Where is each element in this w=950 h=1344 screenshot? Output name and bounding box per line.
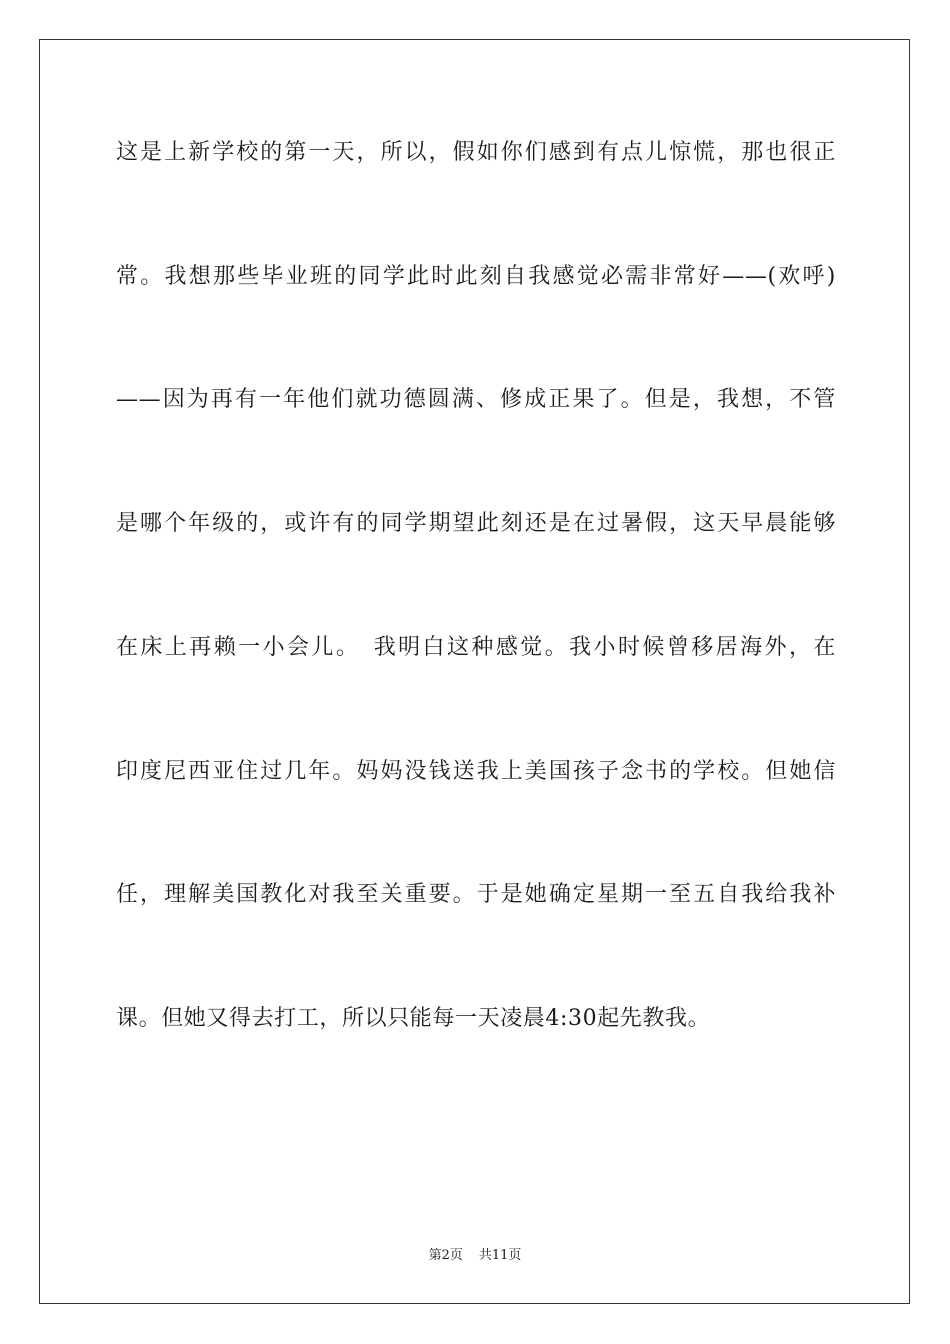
text-line-5: 在床上再赖一小会儿。 我明白这种感觉。我小时候曾移居海外，在 — [116, 635, 836, 660]
text-line-3: ——因为再有一年他们就功德圆满、修成正果了。但是，我想，不管 — [116, 387, 836, 412]
page-footer — [0, 1247, 950, 1265]
page-total: 共11页 — [478, 1248, 522, 1263]
text-line-8: 课。但她又得去打工，所以只能每一天凌晨4:30起先教我。 — [116, 1006, 711, 1031]
text-line-4: 是哪个年级的，或许有的同学期望此刻还是在过暑假，这天早晨能够 — [116, 511, 836, 536]
text-line-2: 常。我想那些毕业班的同学此时此刻自我感觉必需非常好——(欢呼) — [116, 264, 836, 289]
text-line-6: 印度尼西亚住过几年。妈妈没钱送我上美国孩子念书的学校。但她信 — [116, 759, 836, 784]
text-line-7: 任，理解美国教化对我至关重要。于是她确定星期一至五自我给我补 — [116, 882, 836, 907]
page-border — [39, 39, 910, 1304]
text-line-1: 这是上新学校的第一天，所以，假如你们感到有点儿惊慌，那也很正 — [116, 140, 836, 165]
page-number: 第2页 — [428, 1248, 463, 1263]
